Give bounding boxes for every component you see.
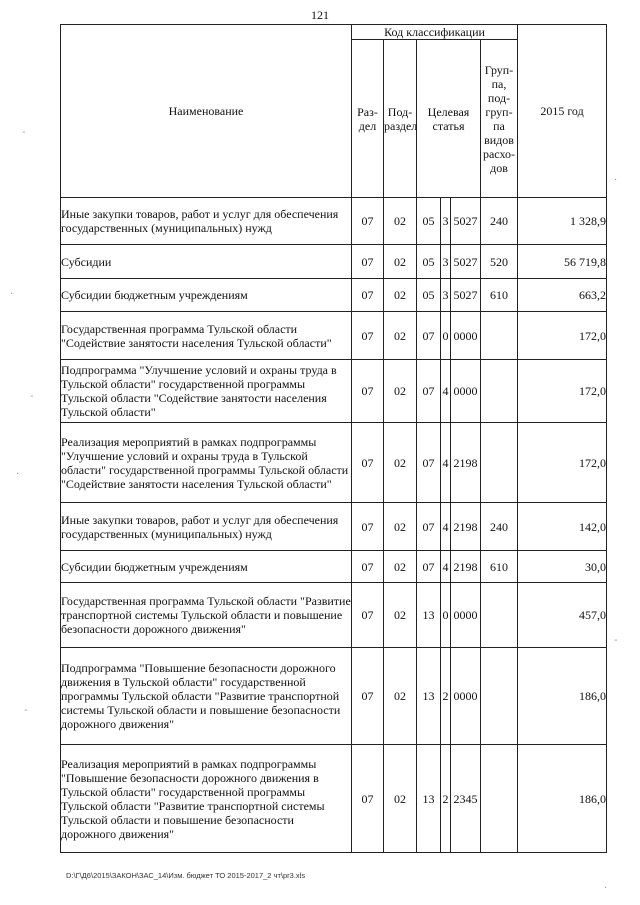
row-amount: 172,0 [518,423,607,503]
row-target-subprogram: 4 [441,503,451,551]
row-subsection: 02 [384,503,417,551]
table-row [61,245,607,279]
row-target-program: 05 [417,245,441,279]
row-name: Субсидии бюджетным учреждениям [61,551,352,583]
row-expense-group: 610 [481,279,518,312]
row-target-program: 07 [417,551,441,583]
scan-mark: · [10,289,14,300]
row-target-program: 07 [417,360,441,423]
row-target-subprogram: 0 [441,312,451,360]
table-row [61,360,607,423]
row-expense-group [481,312,518,360]
row-expense-group: 520 [481,245,518,279]
row-target-subprogram: 3 [441,198,451,245]
row-expense-group [481,360,518,423]
row-target-subprogram: 4 [441,551,451,583]
row-name: Иные закупки товаров, работ и услуг для обеспечения государственных (муниципальных) нужд [61,503,352,551]
row-expense-group: 610 [481,551,518,583]
row-section: 07 [352,312,384,360]
header-classification: Код классификации [352,25,518,40]
scan-mark: - [30,391,34,402]
row-target-program: 05 [417,198,441,245]
row-target-program: 07 [417,423,441,503]
row-expense-group: 240 [481,503,518,551]
row-subsection: 02 [384,423,417,503]
row-target-subprogram: 0 [441,583,451,648]
scan-mark: - [614,635,618,646]
row-target-subprogram: 3 [441,245,451,279]
scan-mark: - [22,127,26,138]
row-section: 07 [352,503,384,551]
row-subsection: 02 [384,551,417,583]
scan-mark: - [24,705,28,716]
row-target-program: 13 [417,648,441,745]
row-section: 07 [352,423,384,503]
row-target-code: 2345 [451,745,481,853]
row-section: 07 [352,551,384,583]
table-row [61,648,607,745]
row-section: 07 [352,198,384,245]
row-target-subprogram: 2 [441,745,451,853]
row-section: 07 [352,583,384,648]
table-row [61,583,607,648]
row-target-program: 07 [417,503,441,551]
row-name: Государственная программа Тульской области "Содействие занятости населения Тульской области" [61,312,352,360]
table-row [61,503,607,551]
row-target-subprogram: 2 [441,648,451,745]
row-amount: 172,0 [518,360,607,423]
row-amount: 30,0 [518,551,607,583]
row-expense-group: 240 [481,198,518,245]
row-target-code: 0000 [451,360,481,423]
row-amount: 56 719,8 [518,245,607,279]
row-subsection: 02 [384,745,417,853]
row-target-code: 2198 [451,423,481,503]
budget-table [60,24,607,853]
row-expense-group [481,583,518,648]
table-header [61,25,607,198]
table-row [61,551,607,583]
scan-mark: · [16,469,20,480]
row-target-code: 5027 [451,245,481,279]
table-row [61,312,607,360]
row-subsection: 02 [384,648,417,745]
row-amount: 186,0 [518,745,607,853]
row-subsection: 02 [384,245,417,279]
header-name: Наименование [61,25,352,198]
header-section: Раз- дел [352,40,384,198]
row-section: 07 [352,279,384,312]
header-subsection: Под- раздел [384,40,417,198]
row-expense-group [481,745,518,853]
row-amount: 186,0 [518,648,607,745]
row-target-subprogram: 4 [441,423,451,503]
row-target-code: 5027 [451,279,481,312]
row-amount: 142,0 [518,503,607,551]
row-target-program: 13 [417,583,441,648]
row-name: Субсидии бюджетным учреждениям [61,279,352,312]
row-subsection: 02 [384,583,417,648]
table-body [61,198,607,853]
header-year: 2015 год [518,25,607,198]
header-expense-group: Груп- па, под- груп- па видов расхо- дов [481,40,518,198]
scan-mark: · [604,883,608,894]
row-name: Иные закупки товаров, работ и услуг для обеспечения государственных (муниципальных) нужд [61,198,352,245]
row-expense-group [481,423,518,503]
row-target-code: 5027 [451,198,481,245]
row-target-code: 0000 [451,583,481,648]
row-target-subprogram: 4 [441,360,451,423]
row-subsection: 02 [384,360,417,423]
row-target-subprogram: 3 [441,279,451,312]
table-row [61,198,607,245]
row-name: Подпрограмма "Повышение безопасности дорожного движения в Тульской области" государственной программы Тульской области "Развитие транспортной системы Тульской области и повышение безопасности дорожного движения" [61,648,352,745]
row-subsection: 02 [384,279,417,312]
row-name: Реализация мероприятий в рамках подпрограммы "Повышение безопасности дорожного движения в Тульской области" государственной программы Тульской области "Развитие транспортной системы Тульской области и повышение безопасности дорожного движения" [61,745,352,853]
row-section: 07 [352,648,384,745]
row-name: Реализация мероприятий в рамках подпрограммы "Улучшение условий и охраны труда в Тульской области" государственной программы Тульской области "Содействие занятости населения Тульской области" [61,423,352,503]
footer-file-path: D:\Г\Д6\2015\ЗАКОН\ЗАС_14\Изм. бюджет ТО 2015-2017_2 чт\pr3.xls [66,871,306,880]
table-row [61,279,607,312]
row-target-program: 13 [417,745,441,853]
row-name: Подпрограмма "Улучшение условий и охраны труда в Тульской области" государственной программы Тульской области "Содействие занятости населения Тульской области" [61,360,352,423]
row-name: Субсидии [61,245,352,279]
row-target-code: 0000 [451,648,481,745]
row-amount: 1 328,9 [518,198,607,245]
row-section: 07 [352,245,384,279]
row-expense-group [481,648,518,745]
table-row [61,745,607,853]
row-name: Государственная программа Тульской области "Развитие транспортной системы Тульской области и повышение безопасности дорожного движения" [61,583,352,648]
page-number: 121 [311,8,329,22]
row-subsection: 02 [384,198,417,245]
row-target-code: 0000 [451,312,481,360]
header-target-article: Целевая статья [417,40,481,198]
row-amount: 457,0 [518,583,607,648]
row-section: 07 [352,745,384,853]
row-target-code: 2198 [451,551,481,583]
row-amount: 172,0 [518,312,607,360]
row-section: 07 [352,360,384,423]
row-target-code: 2198 [451,503,481,551]
row-target-program: 07 [417,312,441,360]
row-subsection: 02 [384,312,417,360]
row-amount: 663,2 [518,279,607,312]
table-row [61,423,607,503]
scan-mark: · [614,175,618,186]
row-target-program: 05 [417,279,441,312]
